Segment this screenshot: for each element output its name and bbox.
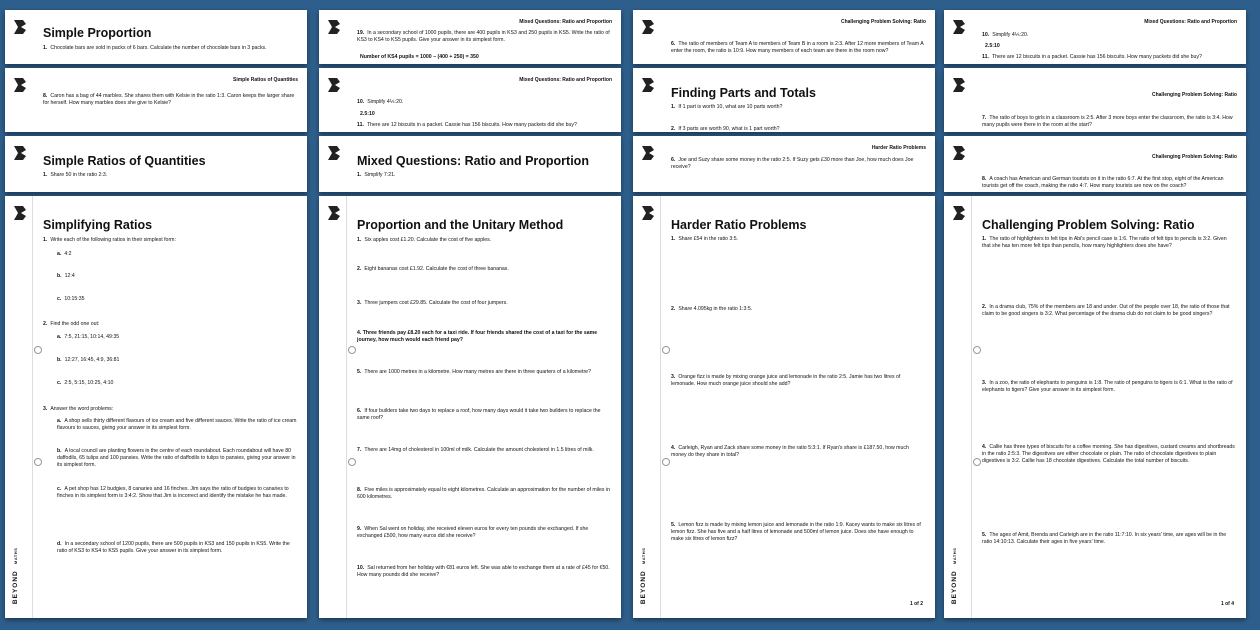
question-item: 8. Caron has a bag of 44 marbles. She shares them with Kelsie in the ratio 1:3. Caron keeps the larger share for herself. How many marbles does she give to Kelsie? [43, 93, 295, 107]
worked-answer: Number of KS4 pupils = 1000 − (400 + 250) = 350 [360, 54, 479, 60]
question-item: 9. When Sal went on holiday, she received eleven euros for every ten pounds she exchanged. If she exchanged £500, how many euros did she receive? [357, 526, 589, 540]
worksheet-preview-card[interactable] [944, 136, 1246, 192]
section-tag: Harder Ratio Problems [871, 145, 926, 151]
section-tag: Challenging Problem Solving: Ratio [1151, 154, 1237, 160]
question-item: 6. The ratio of members of Team A to members of Team B in a room is 2:3. After 12 more members of Team A enter the room, the ratio is 10:9. How many members of each team are there in the room now? [671, 41, 924, 55]
question-item: 11. There are 12 biscuits in a packet. Cassie has 156 biscuits. How many packets did she buy? [982, 54, 1202, 60]
worksheet-preview-card[interactable] [633, 68, 935, 132]
question-item: 1. The ratio of highlighters to felt tips in Abi's pencil case is 1:6. The ratio of felt tips to pencils is 3:2. Given that she has ten more felt tips than pencils, how many highlighters does she have? [982, 236, 1227, 250]
card-title: Simplifying Ratios [43, 218, 153, 232]
page-number: 1 of 4 [1220, 601, 1234, 607]
beyond-logo-icon [13, 205, 27, 221]
brand-strip [944, 196, 972, 618]
question-item: 3. Answer the word problems: [43, 406, 114, 412]
brand-strip [5, 196, 33, 618]
punch-hole [662, 346, 670, 354]
worked-answer: 2.5:10 [985, 43, 1000, 49]
worksheet-preview-card[interactable] [633, 196, 935, 618]
question-item: 2. Share 4.095kg in the ratio 1:3:5. [671, 306, 753, 312]
worksheet-preview-card[interactable] [633, 136, 935, 192]
worksheet-preview-card[interactable] [5, 68, 307, 132]
question-item: b. 12:27, 16:45, 4:9, 36:81 [57, 357, 120, 363]
worksheet-preview-card[interactable] [944, 196, 1246, 618]
brand-wordmark: BEYOND MATHS [640, 547, 647, 604]
worked-answer: 2.5:10 [360, 111, 375, 117]
question-item: 4. Callie has three types of biscuits for a coffee morning. She has digestives, custard creams and shortbreads in the ratio 2:5:3. The digestives are either chocolate or plain. The ratio of chocolate digestives to plain digestives is 3:2. Callie has 18 chocolate digestives. Calculate the total number of biscuits. [982, 444, 1235, 465]
beyond-logo-icon [13, 19, 27, 35]
worksheet-column-4 [944, 10, 1246, 618]
punch-hole [34, 346, 42, 354]
question-item: 6. If four builders take two days to replace a roof, how many days would it take two builders to replace the same roof? [357, 408, 601, 422]
question-item: 4. Carleigh, Ryan and Zack share some money in the ratio 5:3:1. If Ryan's share is £187.50, how much money do they share in total? [671, 445, 909, 459]
question-item: 19. In a secondary school of 1000 pupils, there are 400 pupils in KS3 and 250 pupils in KS5. Write the ratio of KS3 to KS4 to KS5 pupils. Give your answer in its simplest form. [357, 30, 610, 44]
question-item: 2. In a drama club, 75% of the members are 18 and under. Out of the people over 18, the ratio of those that claim to be good singers is 3:2. What percentage of the drama club do not claim to be good singers? [982, 304, 1230, 318]
punch-hole [348, 346, 356, 354]
worksheet-column-2 [319, 10, 621, 618]
question-item: c. 10:15:35 [57, 296, 85, 302]
question-item: 6. Joe and Suzy share some money in the ratio 2:5. If Suzy gets £30 more than Joe, how much does Joe receive? [671, 157, 914, 171]
section-tag: Challenging Problem Solving: Ratio [1151, 92, 1237, 98]
beyond-logo-icon [641, 19, 655, 35]
beyond-logo-icon [13, 145, 27, 161]
question-item: a. A shop sells thirty different flavours of ice cream and five different sauces. Write the ratio of ice cream flavours to sauces, giving your answer in its simplest form. [57, 418, 297, 432]
worksheet-column-1 [5, 10, 307, 618]
beyond-logo-icon [952, 205, 966, 221]
brand-wordmark: BEYOND MATHS [951, 547, 958, 604]
question-item: d. In a secondary school of 1200 pupils, there are 500 pupils in KS3 and 150 pupils in KS5. Write the ratio of KS3 to KS4 to KS5 pupils. Give your answer in its simplest form. [57, 541, 290, 555]
worksheet-preview-card[interactable] [5, 196, 307, 618]
card-title: Simple Ratios of Quantities [43, 154, 206, 168]
punch-hole [973, 346, 981, 354]
section-tag: Challenging Problem Solving: Ratio [840, 19, 926, 25]
worksheet-preview-card[interactable] [944, 68, 1246, 132]
question-item: c. 2:5, 5:15, 10:25, 4:10 [57, 380, 114, 386]
card-title: Proportion and the Unitary Method [357, 218, 564, 232]
question-item: b. 12:4 [57, 273, 75, 279]
card-title: Simple Proportion [43, 26, 152, 40]
worksheet-preview-card[interactable] [319, 136, 621, 192]
question-item: 10. Simplify 4⅙:20. [982, 32, 1029, 38]
question-item: 7. The ratio of boys to girls in a classroom is 2:5. After 3 more boys enter the classroom, the ratio is 3:4. How many pupils were there in the room at the start? [982, 115, 1233, 129]
question-item: 1. Chocolate bars are sold in packs of 6 bars. Calculate the number of chocolate bars in 3 packs. [43, 45, 267, 51]
question-item: 3. In a zoo, the ratio of elephants to penguins is 1:8. The ratio of penguins to tigers is 6:1. What is the ratio of elephants to tigers? Give your answer in its simplest form. [982, 380, 1233, 394]
question-item: 4. Three friends pay £8.20 each for a taxi ride. If four friends shared the cost of a taxi for the same journey, how much would each friend pay? [357, 330, 598, 344]
question-item: a. 7:5, 21:15, 10:14, 49:35 [57, 334, 120, 340]
question-item: 1. Six apples cost £1.20. Calculate the cost of five apples. [357, 237, 492, 243]
question-item: c. A pet shop has 12 budgies, 8 canaries and 16 finches. Jim says the ratio of budgies to canaries to finches in its simplest form is 3:4:2. Show that Jim is incorrect and identify the mistake he has made. [57, 486, 289, 500]
question-item: 1. If 1 part is worth 10, what are 10 parts worth? [671, 104, 783, 110]
beyond-logo-icon [952, 77, 966, 93]
question-item: 5. The ages of Amit, Brenda and Carleigh are in the ratio 11:7:10. In six years' time, are ages will be in the ratio 14:10:13. Calculate their ages in five years' time. [982, 532, 1227, 546]
punch-hole [973, 458, 981, 466]
worksheet-preview-card[interactable] [319, 68, 621, 132]
question-item: 1. Simplify 7:21. [357, 172, 396, 178]
beyond-logo-icon [952, 145, 966, 161]
question-item: 2. Find the odd one out: [43, 321, 100, 327]
punch-hole [348, 458, 356, 466]
question-item: 5. Lemon fizz is made by mixing lemon juice and lemonade in the ratio 1:9. Kacey wants to make six litres of lemon fizz. She has five and a half litres of lemonade and 500ml of lemon juice. Does she have enough to make six litres of lemon fizz? [671, 522, 921, 543]
question-item: 8. Five miles is approximately equal to eight kilometres. Calculate an approximation for the number of miles in 600 kilometres. [357, 487, 610, 501]
page-number: 1 of 2 [909, 601, 923, 607]
worksheet-preview-card[interactable] [633, 10, 935, 64]
question-item: 5. There are 1000 metres in a kilometre. How many metres are there in three quarters of a kilometre? [357, 369, 591, 375]
question-item: 10. Sal returned from her holiday with €81 euros left. She was able to exchange them at a rate of £45 for €50. How many pounds did she receive? [357, 565, 610, 579]
beyond-logo-icon [327, 145, 341, 161]
section-tag: Mixed Questions: Ratio and Proportion [519, 19, 612, 25]
question-item: 2. If 3 parts are worth 90, what is 1 part worth? [671, 126, 780, 132]
worksheet-preview-card[interactable] [319, 10, 621, 64]
beyond-logo-icon [327, 77, 341, 93]
beyond-logo-icon [952, 19, 966, 35]
section-tag: Mixed Questions: Ratio and Proportion [1144, 19, 1237, 25]
question-item: 1. Write each of the following ratios in their simplest form: [43, 237, 176, 243]
worksheet-preview-card[interactable] [5, 136, 307, 192]
question-item: 3. Orange fizz is made by mixing orange juice and lemonade in the ratio 2:5. Jamie has two litres of lemonade. How much orange juice should she add? [671, 374, 901, 388]
punch-hole [662, 458, 670, 466]
beyond-logo-icon [13, 77, 27, 93]
question-item: 2. Eight bananas cost £1.92. Calculate the cost of three bananas. [357, 266, 509, 272]
question-item: a. 4:2 [57, 251, 72, 257]
brand-strip [633, 196, 661, 618]
question-item: 3. Three jumpers cost £29.85. Calculate the cost of four jumpers. [357, 300, 508, 306]
question-item: 1. Share 50 in the ratio 2:3. [43, 172, 108, 178]
worksheet-preview-card[interactable] [319, 196, 621, 618]
worksheet-column-3 [633, 10, 935, 618]
card-title: Challenging Problem Solving: Ratio [982, 218, 1195, 232]
question-item: 11. There are 12 biscuits in a packet. Cassie has 156 biscuits. How many packets did she buy? [357, 122, 577, 128]
question-item: 1. Share £54 in the ratio 3:5. [671, 236, 739, 242]
section-tag: Simple Ratios of Quantities [232, 77, 298, 83]
card-title: Finding Parts and Totals [671, 86, 816, 100]
brand-strip [319, 196, 347, 618]
beyond-logo-icon [641, 205, 655, 221]
card-title: Mixed Questions: Ratio and Proportion [357, 154, 589, 168]
beyond-logo-icon [641, 145, 655, 161]
question-item: 7. There are 14mg of cholesterol in 100ml of milk. Calculate the amount cholesterol in 1.5 litres of milk. [357, 447, 594, 453]
brand-wordmark: BEYOND MATHS [12, 547, 19, 604]
beyond-logo-icon [327, 19, 341, 35]
section-tag: Mixed Questions: Ratio and Proportion [519, 77, 612, 83]
worksheet-preview-card[interactable] [5, 10, 307, 64]
question-item: 8. A coach has American and German tourists on it in the ratio 6:7. At the first stop, eight of the American tourists get off the coach, making the ratio 4:7. How many tourists are now on the coach? [982, 176, 1224, 190]
question-item: b. A local council are planting flowers in the centre of each roundabout. Each roundabout will have 80 daffodils, 65 tulips and 100 pansies. Write the ratio of daffodils to tulips to pansies, giving your answer in its simplest form. [57, 448, 296, 469]
question-item: 10. Simplify 4⅙:20. [357, 99, 404, 105]
punch-hole [34, 458, 42, 466]
worksheet-preview-card[interactable] [944, 10, 1246, 64]
card-title: Harder Ratio Problems [671, 218, 807, 232]
beyond-logo-icon [327, 205, 341, 221]
beyond-logo-icon [641, 77, 655, 93]
